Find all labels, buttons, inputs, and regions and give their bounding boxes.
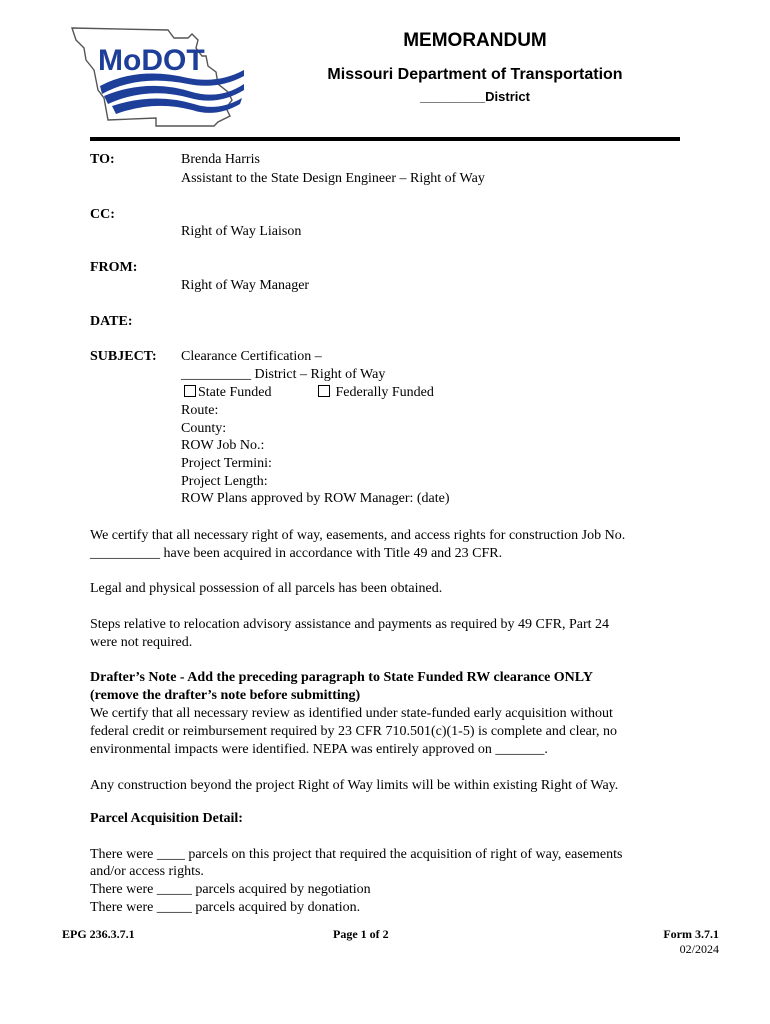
- relocation-paragraph-line: Steps relative to relocation advisory assistance and payments as required by 49 CFR, Part 24: [90, 617, 610, 632]
- certify-paragraph-line: __________ have been acquired in accordance with Title 49 and 23 CFR.: [90, 546, 503, 561]
- department-name: Missouri Department of Transportation: [327, 66, 623, 83]
- logo-text: MoDOT: [98, 44, 205, 77]
- date-label: DATE:: [90, 314, 133, 329]
- federally-funded-checkbox[interactable]: [318, 385, 330, 397]
- state-funded-label: State Funded: [198, 385, 272, 400]
- subject-line: Clearance Certification –: [181, 349, 322, 364]
- subject-line: Route:: [181, 403, 219, 418]
- parcel-detail-line: There were _____ parcels acquired by donation.: [90, 900, 361, 915]
- to-name: Brenda Harris: [181, 152, 260, 167]
- state-funded-checkbox[interactable]: [184, 385, 196, 397]
- drafter-note-line: (remove the drafter’s note before submitting): [90, 688, 361, 703]
- early-acquisition-paragraph-line: We certify that all necessary review as identified under state-funded early acquisition without: [90, 706, 613, 721]
- possession-paragraph: Legal and physical possession of all parcels has been obtained.: [90, 581, 443, 596]
- footer-form-number: Form 3.7.1: [663, 927, 719, 941]
- construction-paragraph: Any construction beyond the project Right of Way limits will be within existing Right of Way.: [90, 778, 619, 793]
- memo-title: MEMORANDUM: [403, 30, 547, 51]
- state-funded-option[interactable]: [184, 384, 272, 402]
- subject-line: __________ District – Right of Way: [181, 367, 386, 382]
- subject-line: Project Length:: [181, 474, 268, 489]
- from-label: FROM:: [90, 260, 138, 275]
- to-title: Assistant to the State Design Engineer – Right of Way: [181, 171, 485, 186]
- federally-funded-label: Federally Funded: [335, 385, 434, 400]
- relocation-paragraph-line: were not required.: [90, 635, 193, 650]
- subject-line: Project Termini:: [181, 456, 272, 471]
- from-value: Right of Way Manager: [181, 278, 310, 293]
- subject-line: ROW Plans approved by ROW Manager: (date): [181, 491, 450, 506]
- federally-funded-option[interactable]: [318, 384, 434, 402]
- modot-logo: [68, 26, 246, 130]
- footer-form-date: 02/2024: [679, 942, 719, 956]
- cc-value: Right of Way Liaison: [181, 224, 302, 239]
- district-line: _________District: [420, 89, 530, 104]
- early-acquisition-paragraph-line: federal credit or reimbursement required by 23 CFR 710.501(c)(1-5) is complete and clear, no: [90, 724, 617, 739]
- early-acquisition-paragraph-line: environmental impacts were identified. NEPA was entirely approved on _______.: [90, 742, 548, 757]
- footer-epg: EPG 236.3.7.1: [62, 927, 135, 941]
- subject-line: County:: [181, 421, 227, 436]
- footer-page-number: Page 1 of 2: [333, 927, 389, 941]
- to-label: TO:: [90, 152, 115, 167]
- subject-label: SUBJECT:: [90, 349, 157, 364]
- drafter-note-line: Drafter’s Note - Add the preceding paragraph to State Funded RW clearance ONLY: [90, 670, 593, 685]
- parcel-heading: Parcel Acquisition Detail:: [90, 811, 243, 826]
- cc-label: CC:: [90, 207, 115, 222]
- certify-paragraph-line: We certify that all necessary right of way, easements, and access rights for construction Job No.: [90, 528, 626, 543]
- parcel-detail-line: There were _____ parcels acquired by negotiation: [90, 882, 371, 897]
- parcel-detail-line: and/or access rights.: [90, 864, 204, 879]
- parcel-detail-line: There were ____ parcels on this project that required the acquisition of right of way, easements: [90, 847, 623, 862]
- subject-line: ROW Job No.:: [181, 438, 265, 453]
- header-divider: [90, 137, 680, 141]
